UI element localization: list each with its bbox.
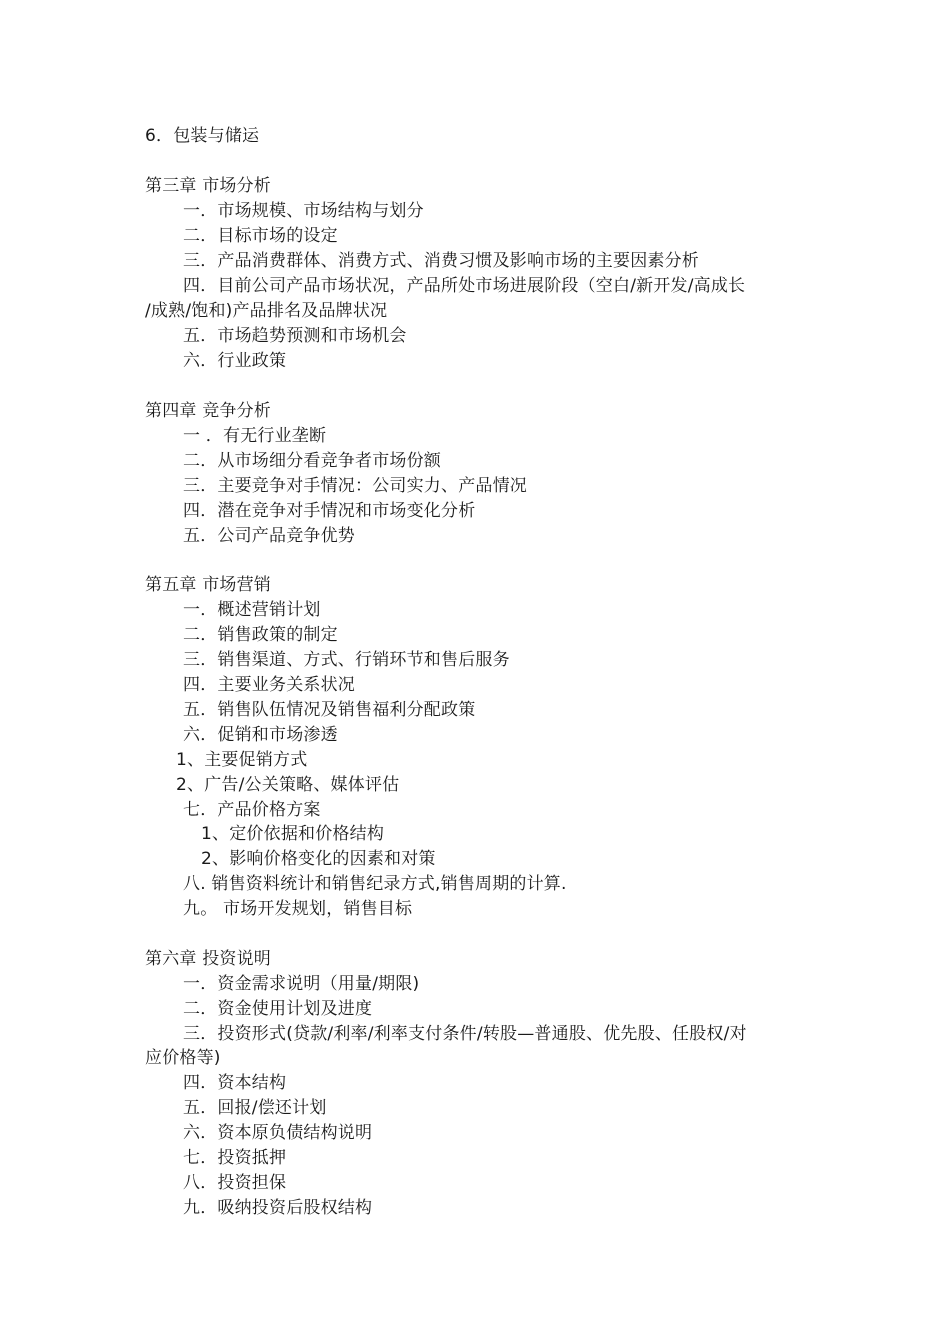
- section-heading: 6．包装与储运: [145, 126, 260, 146]
- sub-list-item: 2、影响价格变化的因素和对策: [201, 849, 436, 869]
- list-item: 五．公司产品竞争优势: [183, 526, 355, 546]
- list-item: 二．从市场细分看竞争者市场份额: [183, 451, 441, 471]
- chapter-heading: 第三章 市场分析: [145, 176, 272, 196]
- list-item: 一 ．有无行业垄断: [183, 426, 327, 446]
- list-item: 五．回报/偿还计划: [183, 1098, 327, 1118]
- list-item: 四．目前公司产品市场状况，产品所处市场进展阶段（空白/新开发/高成长: [183, 276, 746, 296]
- list-item: 七．产品价格方案: [183, 800, 321, 820]
- sub-list-item: 1、定价依据和价格结构: [201, 824, 385, 844]
- list-item: 三．主要竞争对手情况：公司实力、产品情况: [183, 476, 527, 496]
- list-item: 二．资金使用计划及进度: [183, 999, 373, 1019]
- list-item-continuation: /成熟/饱和)产品排名及品牌状况: [145, 301, 388, 321]
- list-item: 四．主要业务关系状况: [183, 675, 355, 695]
- chapter-heading: 第四章 竞争分析: [145, 401, 272, 421]
- list-item: 四．资本结构: [183, 1073, 287, 1093]
- list-item: 二．目标市场的设定: [183, 226, 338, 246]
- list-item: 三．投资形式(贷款/利率/利率支付条件/转股—普通股、优先股、任股权/对: [183, 1024, 747, 1044]
- list-item: 六．行业政策: [183, 351, 287, 371]
- list-item: 二．销售政策的制定: [183, 625, 338, 645]
- list-item: 八. 销售资料统计和销售纪录方式,销售周期的计算.: [183, 874, 567, 894]
- list-item: 四．潜在竞争对手情况和市场变化分析: [183, 501, 476, 521]
- list-item: 九．吸纳投资后股权结构: [183, 1198, 373, 1218]
- list-item: 六．促销和市场渗透: [183, 725, 338, 745]
- list-item: 一．市场规模、市场结构与划分: [183, 201, 424, 221]
- list-item: 九。 市场开发规划，销售目标: [183, 899, 413, 919]
- chapter-heading: 第六章 投资说明: [145, 949, 272, 969]
- list-item: 六．资本原负债结构说明: [183, 1123, 373, 1143]
- list-item: 七．投资抵押: [183, 1148, 287, 1168]
- sub-list-item: 1、主要促销方式: [176, 750, 308, 770]
- list-item: 五．销售队伍情况及销售福利分配政策: [183, 700, 476, 720]
- chapter-heading: 第五章 市场营销: [145, 575, 272, 595]
- list-item: 三．销售渠道、方式、行销环节和售后服务: [183, 650, 510, 670]
- list-item-continuation: 应价格等): [145, 1048, 221, 1068]
- sub-list-item: 2、广告/公关策略、媒体评估: [176, 775, 400, 795]
- list-item: 三．产品消费群体、消费方式、消费习惯及影响市场的主要因素分析: [183, 251, 699, 271]
- list-item: 一．概述营销计划: [183, 600, 321, 620]
- list-item: 八．投资担保: [183, 1173, 287, 1193]
- list-item: 一．资金需求说明（用量/期限): [183, 974, 420, 994]
- list-item: 五．市场趋势预测和市场机会: [183, 326, 407, 346]
